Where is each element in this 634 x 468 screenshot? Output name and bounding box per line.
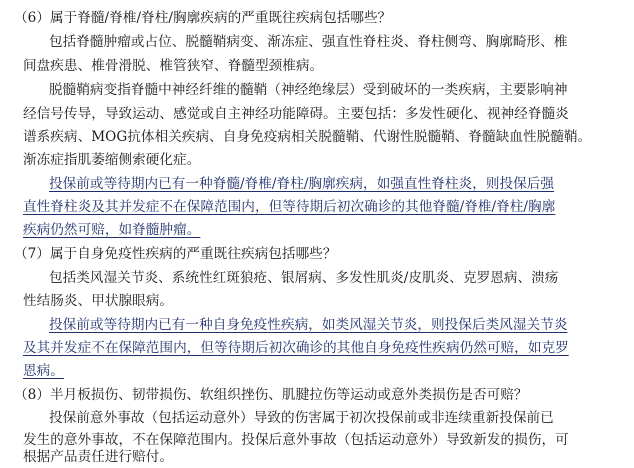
question-8-heading: （8）半月板损伤、韧带损伤、软组织挫伤、肌腱拉伤等运动或意外类损伤是否可赔？ [14,387,528,403]
answer-6-underlined-line: 疾病仍然可赔，如脊髓肿瘤。 [23,222,201,238]
answer-8-text-line: 发生的意外事故，不在保障范围内。投保后意外事故（包括运动意外）导致新发的损伤，可 [23,432,569,448]
answer-6-text-line: 脱髓鞘病变指脊髓中神经纤维的髓鞘（神经绝缘层）受到破坏的一类疾病，主要影响神 [49,82,568,98]
answer-8-text-line: 根据产品责任进行赔付。 [23,449,174,465]
answer-6-text-line: 包括脊髓肿瘤或占位、脱髓鞘病变、渐冻症、强直性脊柱炎、脊柱侧弯、胸廓畸形、椎 [49,34,568,50]
answer-6-text-line: 经信号传导，导致运动、感觉或自主神经功能障碍。主要包括：多发性硬化、视神经脊髓炎 [23,106,569,122]
answer-8-text-line: 投保前意外事故（包括运动意外）导致的伤害属于初次投保前或非连续重新投保前已 [49,410,554,426]
answer-6-underlined-line: 投保前或等待期内已有一种脊髓/脊椎/脊柱/胸廓疾病，如强直性脊柱炎，则投保后强 [49,176,555,192]
answer-7-text-line: 包括类风湿关节炎、系统性红斑狼疮、银屑病、多发性肌炎/皮肌炎、克罗恩病、溃疡 [49,270,559,286]
answer-6-text-line: 渐冻症指肌萎缩侧索硬化症。 [23,152,201,168]
answer-6-underlined-line: 直性脊柱炎及其并发症不在保障范围内，但等待期后初次确诊的其他脊髓/脊椎/脊柱/胸廓 [23,199,556,215]
question-7-heading: （7）属于自身免疫性疾病的严重既往疾病包括哪些？ [14,246,337,262]
answer-7-underlined-line: 及其并发症不在保障范围内，但等待期后初次确诊的其他自身免疫性疾病仍然可赔，如克罗 [23,340,569,356]
answer-6-text-line: 谱系疾病、MOG抗体相关疾病、自身免疫病相关脱髓鞘、代谢性脱髓鞘、脊髓缺血性脱髓鞘。 [23,129,592,145]
question-6-heading: （6）属于脊髓/脊椎/脊柱/胸廓疾病的严重既往疾病包括哪些？ [14,10,392,26]
answer-7-underlined-line: 恩病。 [23,363,64,379]
answer-7-underlined-line: 投保前或等待期内已有一种自身免疫性疾病，如类风湿关节炎，则投保后类风湿关节炎 [49,317,568,333]
answer-7-text-line: 性结肠炎、甲状腺眼病。 [23,293,174,309]
answer-6-text-line: 间盘疾患、椎骨滑脱、椎管狭窄、脊髓型颈椎病。 [23,58,324,74]
